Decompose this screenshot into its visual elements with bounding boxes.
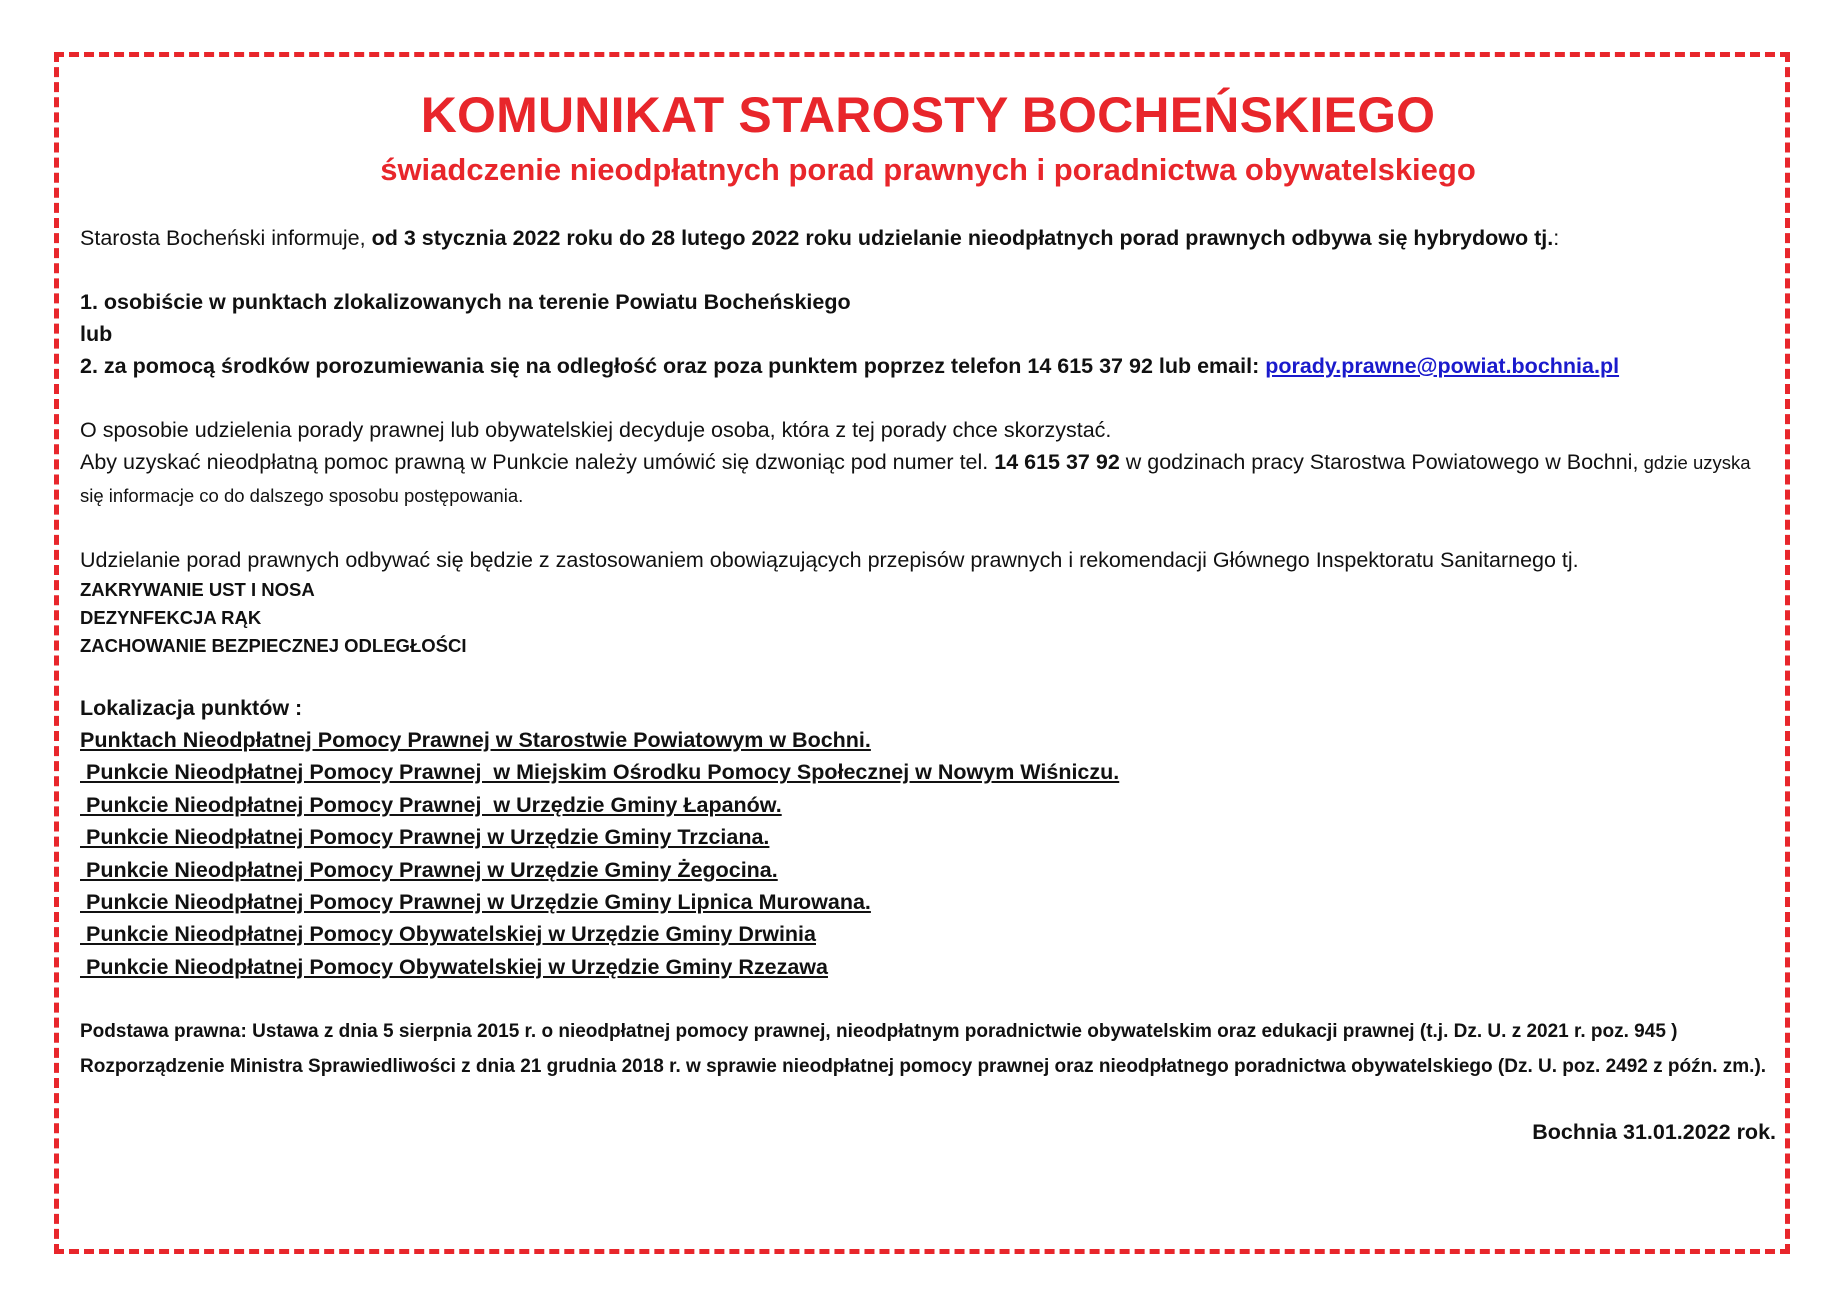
method-item-1: 1. osobiście w punktach zlokalizowanych na terenie Powiatu Bocheńskiego (80, 290, 851, 314)
info-line-2-lead: Aby uzyskać nieodpłatną pomoc prawną w Punkcie należy umówić się dzwoniąc pod numer tel. (80, 450, 995, 474)
location-item: Punkcie Nieodpłatnej Pomocy Obywatelskiej w Urzędzie Gminy Drwinia (80, 922, 816, 947)
document-body (80, 82, 1776, 1148)
info-line-1: O sposobie udzielenia porady prawnej lub obywatelskiej decyduje osoba, która z tej porady chce skorzystać. (80, 418, 1112, 442)
intro-paragraph (80, 222, 1776, 254)
spacer (80, 512, 1776, 544)
spacer (80, 983, 1776, 1015)
legal-basis: Podstawa prawna: Ustawa z dnia 5 sierpnia 2015 r. o nieodpłatnej pomocy prawnej, nieodpłatnym poradnictwie obywatelskim oraz edukacji prawnej (t.j. Dz. U. z 2021 r. poz. 945 ) (80, 1021, 1678, 1043)
spacer (80, 660, 1776, 692)
info-phone: 14 615 37 92 (994, 450, 1120, 474)
spacer (80, 1084, 1776, 1116)
location-item: Punkcie Nieodpłatnej Pomocy Prawnej w Urzędzie Gminy Lipnica Murowana. (80, 890, 871, 915)
method-item-2-text: 2. za pomocą środków porozumiewania się na odległość oraz poza punktem poprzez telefon 14 615 37 92 lub email: (80, 354, 1266, 378)
spacer (80, 254, 1776, 286)
rule-item: ZAKRYWANIE UST I NOSA (80, 579, 315, 600)
document-date: Bochnia 31.01.2022 rok. (1532, 1120, 1776, 1145)
info-line-2-small: gdzie uzyska się informacje co do dalszego sposobu postępowania. (80, 452, 1751, 506)
method-item-2 (80, 350, 1776, 382)
email-link[interactable]: porady.prawne@powiat.bochnia.pl (1265, 354, 1620, 378)
location-item: Punkcie Nieodpłatnej Pomocy Obywatelskiej w Urzędzie Gminy Rzezawa (80, 954, 828, 979)
info-line-2 (80, 446, 1776, 512)
location-item: Punkcie Nieodpłatnej Pomocy Prawnej w Urzędzie Gminy Trzciana. (80, 825, 770, 850)
location-item: Punktach Nieodpłatnej Pomocy Prawnej w Starostwie Powiatowym w Bochni. (80, 728, 871, 752)
location-item: Punkcie Nieodpłatnej Pomocy Prawnej w Urzędzie Gminy Żegocina. (80, 857, 778, 882)
legal-regulation: Rozporządzenie Ministra Sprawiedliwości z dnia 21 grudnia 2018 r. w sprawie nieodpłatnej pomocy prawnej oraz nieodpłatnego poradnictwa obywatelskiego (Dz. U. poz. 2492 z późn. zm.). (80, 1055, 1767, 1077)
rule-item: DEZYNFEKCJA RĄK (80, 607, 262, 628)
intro-tail: : (1553, 226, 1560, 250)
rules-intro: Udzielanie porad prawnych odbywać się będzie z zastosowaniem obowiązujących przepisów prawnych i rekomendacji Głównego Inspektoratu Sanitarnego tj. (80, 548, 1579, 572)
intro-bold: od 3 stycznia 2022 roku do 28 lutego 2022 roku udzielanie nieodpłatnych porad prawnych odbywa się hybrydowo tj. (371, 226, 1554, 250)
document-subtitle: świadczenie nieodpłatnych porad prawnych i poradnictwa obywatelskiego (380, 152, 1476, 187)
location-item: Punkcie Nieodpłatnej Pomocy Prawnej w Miejskim Ośrodku Pomocy Społecznej w Nowym Wiśniczu. (80, 760, 1120, 785)
document-title: KOMUNIKAT STAROSTY BOCHEŃSKIEGO (420, 87, 1436, 143)
info-line-2-tail: w godzinach pracy Starostwa Powiatowego w Bochni, (1119, 450, 1639, 474)
location-item: Punkcie Nieodpłatnej Pomocy Prawnej w Urzędzie Gminy Łapanów. (80, 792, 782, 817)
rule-item: ZACHOWANIE BEZPIECZNEJ ODLEGŁOŚCI (80, 635, 467, 656)
method-or: lub (80, 322, 113, 346)
spacer (80, 382, 1776, 414)
locations-heading: Lokalizacja punktów : (80, 696, 303, 720)
intro-lead: Starosta Bocheński informuje, (80, 226, 372, 250)
